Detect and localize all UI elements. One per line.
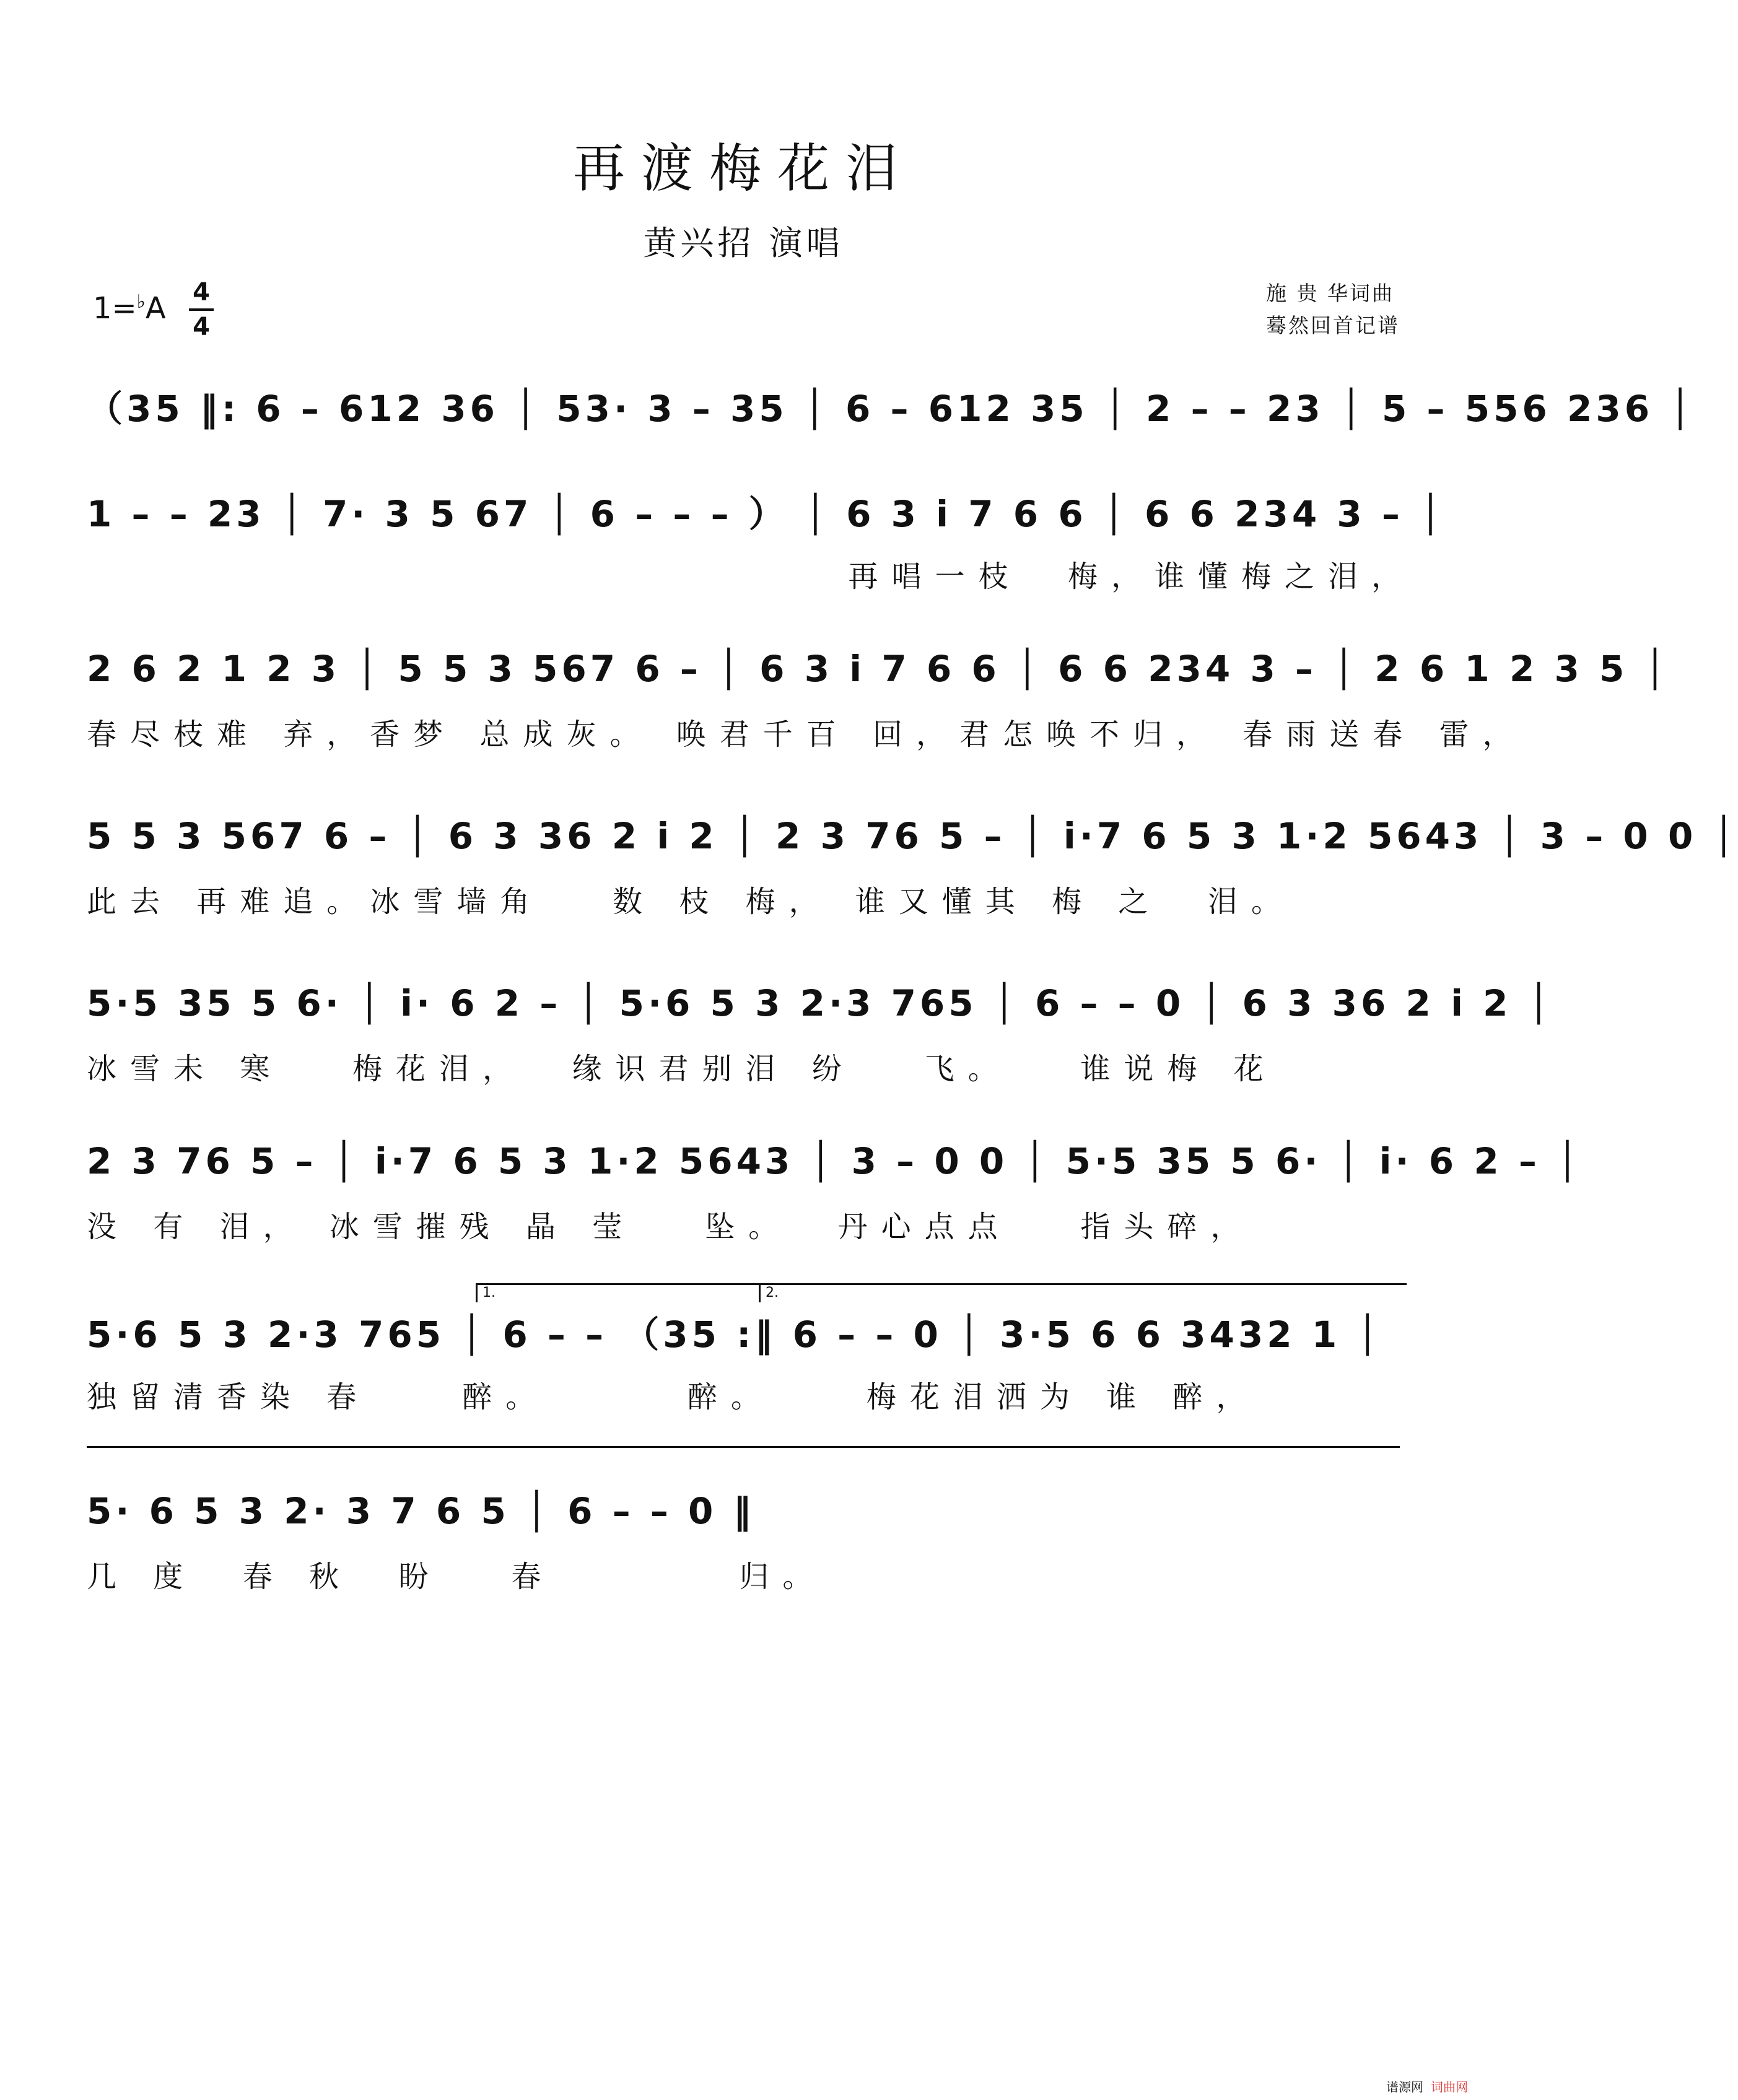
second-ending-bracket <box>759 1283 1407 1302</box>
performer-line: 黄兴招 演唱 <box>643 224 844 263</box>
lyrics-line: 没 有 泪， 冰雪摧残 晶 莹 坠。 丹心点点 指头碎， <box>87 1209 1254 1244</box>
lyrics-line: 此去 再难追。冰雪墙角 数 枝 梅， 谁又懂其 梅 之 泪。 <box>87 884 1295 919</box>
key-prefix: 1= <box>93 291 137 326</box>
lyrics-line: 独留清香染 春 醉。 醉。 梅花泪洒为 谁 醉， <box>87 1380 1260 1414</box>
lyrics-line: 冰雪未 寒 梅花泪， 缘识君别泪 纷 飞。 谁说梅 花 <box>87 1052 1277 1086</box>
key-signature <box>93 291 166 326</box>
time-bottom: 4 <box>193 313 210 341</box>
notes-line: 5· 6 5 3 2· 3 7 6 5 │ 6 – – 0 ‖ <box>87 1490 755 1532</box>
lyrics-line: 几 度 春 秋 盼 春 归。 <box>87 1559 826 1594</box>
key-note: A <box>145 291 166 326</box>
footer-site-2: 词曲网 <box>1431 2080 1468 2094</box>
second-ending-label: 2. <box>766 1285 779 1301</box>
time-signature <box>189 277 214 342</box>
notes-line: 5·6 5 3 2·3 765 │ 6 – – （35 :‖ 6 – – 0 │ 3·5 6 6 3432 1 │ <box>87 1314 1382 1356</box>
notes-line: 1 – – 23 │ 7· 3 5 67 │ 6 – – – ） │ 6 3 i 7 6 6 │ 6 6 234 3 – │ <box>87 493 1446 535</box>
flat-sign: ♭ <box>136 291 146 313</box>
notes-line: 5·5 35 5 6· │ i· 6 2 – │ 5·6 5 3 2·3 765 │ 6 – – 0 │ 6 3 36 2 i 2 │ <box>87 982 1553 1024</box>
transcriber-credit: 蓦然回首记谱 <box>1266 313 1400 338</box>
first-ending-label: 1. <box>483 1285 496 1301</box>
continuation-line <box>87 1446 1400 1448</box>
lyrics-line: 再唱一枝 梅，谁懂梅之泪， <box>87 559 1415 594</box>
credits-block <box>1266 277 1400 342</box>
composer-credit: 施 贵 华词曲 <box>1266 281 1394 305</box>
first-ending-bracket <box>476 1283 761 1302</box>
time-top: 4 <box>193 278 210 307</box>
notes-line: 2 6 2 1 2 3 │ 5 5 3 567 6 – │ 6 3 i 7 6 6 │ 6 6 234 3 – │ 2 6 1 2 3 5 │ <box>87 648 1670 690</box>
footer-watermark <box>1379 2077 1468 2095</box>
notes-line: 5 5 3 567 6 – │ 6 3 36 2 i 2 │ 2 3 76 5 – │ i·7 6 5 3 1·2 5643 │ 3 – 0 0 │ <box>87 815 1738 857</box>
footer-site-1: 谱源网 <box>1386 2080 1423 2094</box>
lyrics-line: 春尽枝难 弃，香梦 总成灰。 唤君千百 回，君怎唤不归， 春雨送春 雷， <box>87 717 1526 752</box>
notes-line: 2 3 76 5 – │ i·7 6 5 3 1·2 5643 │ 3 – 0 0 │ 5·5 35 5 6· │ i· 6 2 – │ <box>87 1140 1582 1182</box>
song-title: 再渡梅花泪 <box>572 138 914 199</box>
notes-line: （35 ‖: 6 – 612 36 │ 53· 3 – 35 │ 6 – 612 35 │ 2 – – 23 │ 5 – 556 236 │ <box>87 388 1695 430</box>
